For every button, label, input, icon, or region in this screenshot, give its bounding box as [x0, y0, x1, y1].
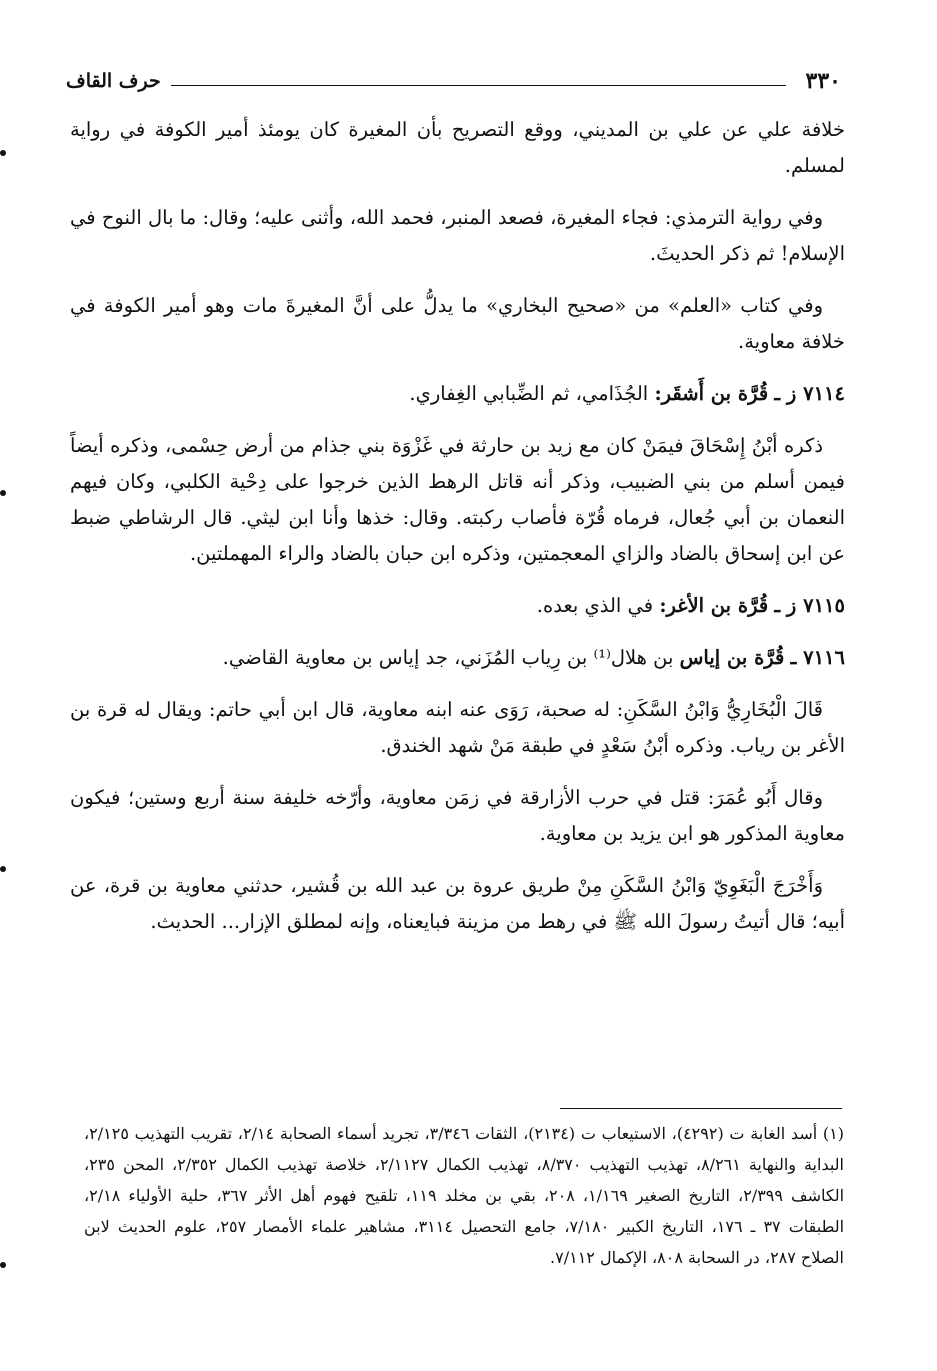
main-text: [70, 112, 845, 956]
paragraph: وفي كتاب «العلم» من «صحيح البخاري» ما يدلُّ على أنَّ المغيرةَ مات وهو أمير الكوفة في خلافة معاوية.: [70, 294, 845, 353]
entry-name: قُرَّة بن أَشقَر:: [654, 382, 769, 405]
entry-7116: [70, 640, 845, 676]
entry-7114: [70, 376, 845, 412]
paragraph: ذكره أبْنُ إِسْحَاقَ فيمَنْ كان مع زيد بن حارثة في غَزْوَة بني جذام من أرض حِسْمى، وذكره أيضاً فيمن أسلم من بني الضبيب، وذكر أنه قاتل الرهط الذين خرجوا على دِحْية الكلبي، وكان فيهم النعمان بن أبي جُعال، فرماه قُرّة فأصاب ركبته. وقال: خذها وأنا ابن ليثي. قال الرشاطي ضبط عن ابن إسحاق بالضاد والزاي المعجمتين، وذكره ابن حبان بالضاد والراء المهملتين.: [70, 434, 845, 565]
paragraph: وفي رواية الترمذي: فجاء المغيرة، فصعد المنبر، فحمد الله، وأثنى عليه؛ وقال: ما بال النوح في الإسلام! ثم ذكر الحديثَ.: [70, 206, 845, 265]
entry-description: الجُذَامي، ثم الضِّبابي الغِفاري.: [409, 382, 649, 405]
paragraph: وقال أَبُو عُمَرَ: قتل في حرب الأزارقة في زمَن معاوية، وأرّخه خليفة سنة أربع وستين؛ فيكون معاوية المذكور هو ابن يزيد بن معاوية.: [70, 786, 845, 845]
entry-description: في الذي بعده.: [536, 594, 654, 617]
running-title: حرف القاف: [66, 70, 161, 92]
margin-mark: [0, 866, 6, 872]
entry-number: ٧١١٦ ـ: [790, 646, 845, 669]
entry-7115: [70, 588, 845, 624]
footnote-rule: [560, 1108, 842, 1109]
entry-description: بن هلال⁽¹⁾ بن رِياب المُزَني، جد إياس بن معاوية القاضي.: [222, 646, 674, 669]
margin-mark: [0, 1262, 6, 1268]
margin-mark: [0, 150, 6, 156]
footnote-text: (١) أسد الغابة ت (٤٢٩٢)، الاستيعاب ت (٢١٣٤)، الثقات ٣/٣٤٦، تجريد أسماء الصحابة ٢/١٤، تقريب التهذيب ٢/١٢٥، البداية والنهاية ٨/٢٦١، تهذيب التهذيب ٨/٣٧٠، تهذيب الكمال ٢/١١٢٧، خلاصة تهذيب الكمال ٢/٣٥٢، المحن ٢٣٥، الكاشف ٢/٣٩٩، التاريخ الصغير ١/١٦٩، ٢٠٨، بقي بن مخلد ١١٩، تلقيح فهوم أهل الأثر ٣٦٧، حلية الأولياء ٢/١٨، الطبقات ٣٧ ـ ١٧٦، التاريخ الكبير ٧/١٨٠، جامع التحصيل ٣١١٤، مشاهير علماء الأمصار ٢٥٧، علوم الحديث لابن الصلاح ٢٨٧، در السحابة ٨٠٨، الإكمال ٧/١١٢.: [84, 1124, 845, 1267]
header-rule: [171, 85, 786, 86]
entry-number: ٧١١٥ ز ـ: [774, 594, 845, 617]
entry-name: قُرَّة بن الأغر:: [659, 594, 769, 617]
paragraph: وَأَخْرَجَ الْبَغَوِيّ وَابْنُ السَّكَنِ مِنْ طريق عروة بن عبد الله بن قُشير، حدثني معاوية بن قرة، عن أبيه؛ قال أتيتُ رسولَ الله ﷺ في رهط من مزينة فبايعناه، وإنه لمطلق الإزار... الحديث.: [70, 874, 845, 933]
page-number: ٣٣٠: [805, 68, 841, 94]
footnote: [84, 1118, 844, 1273]
entry-number: ٧١١٤ ز ـ: [774, 382, 845, 405]
page-header: [66, 66, 841, 96]
entry-name: قُرَّة بن إياس: [679, 646, 785, 669]
paragraph: قَالَ الْبُخَارِيُّ وَابْنُ السَّكَنِ: له صحبة، رَوَى عنه ابنه معاوية، قال ابن أبي حاتم: ويقال له قرة بن الأغر بن رياب. وذكره أبْنُ سَعْدٍ في طبقة مَنْ شهد الخندق.: [70, 698, 845, 757]
margin-mark: [0, 490, 6, 496]
paragraph: خلافة علي عن علي بن المديني، ووقع التصريح بأن المغيرة كان يومئذ أمير الكوفة في رواية لمسلم.: [70, 118, 845, 177]
